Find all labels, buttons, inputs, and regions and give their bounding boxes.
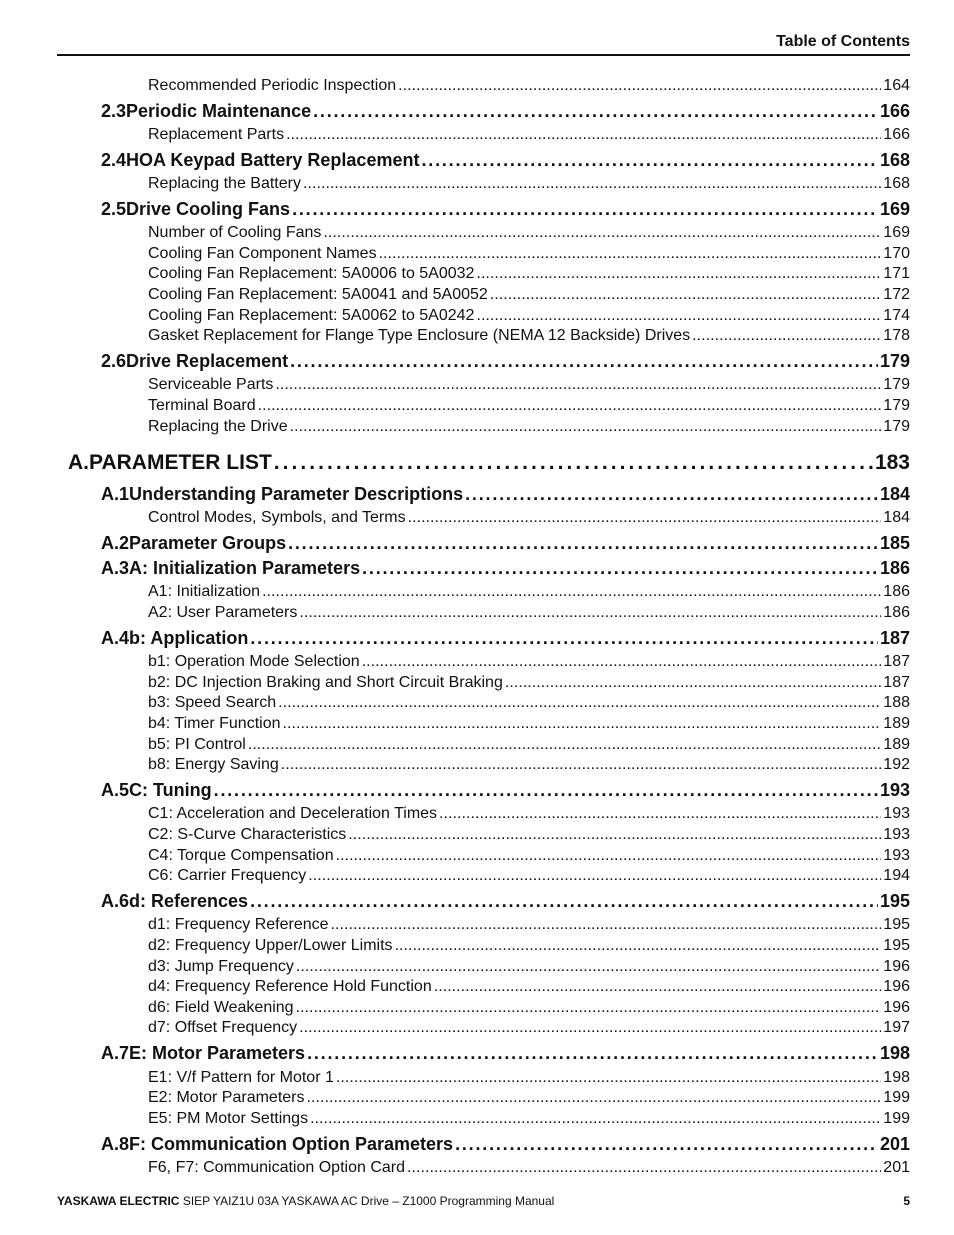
toc-entry-page: 196 — [883, 999, 910, 1016]
toc-entry-page: 189 — [883, 736, 910, 753]
toc-entry-title: Drive Replacement — [126, 351, 289, 371]
toc-entry-title: b8: Energy Saving — [148, 756, 279, 773]
toc-dot-leader — [290, 417, 882, 437]
toc-entry-page: 186 — [879, 558, 910, 578]
toc-entry-title: b1: Operation Mode Selection — [148, 653, 360, 670]
toc-entry-title: F6, F7: Communication Option Card — [148, 1159, 405, 1176]
toc-entry-page: 178 — [883, 327, 910, 344]
toc-entry-sub[interactable] — [148, 417, 910, 437]
toc-entry-page: 193 — [883, 847, 910, 864]
toc-entry-sub[interactable] — [148, 998, 910, 1018]
toc-entry-sub[interactable] — [148, 326, 910, 346]
page-header-title: Table of Contents — [776, 33, 910, 50]
toc-entry-title: Periodic Maintenance — [126, 101, 312, 121]
toc-entry-sub[interactable] — [148, 755, 910, 775]
toc-dot-leader — [476, 264, 881, 284]
toc-entry-page: 187 — [883, 653, 910, 670]
toc-entry-page: 196 — [883, 958, 910, 975]
toc-entry-sec[interactable] — [101, 1042, 910, 1064]
toc-entry-title: Recommended Periodic Inspection — [148, 77, 397, 94]
toc-entry-title: b2: DC Injection Braking and Short Circuit Braking — [148, 674, 503, 691]
toc-entry-page: 168 — [879, 150, 910, 170]
toc-entry-sec[interactable] — [101, 557, 910, 579]
toc-entry-title: d7: Offset Frequency — [148, 1019, 298, 1036]
toc-entry-page: 199 — [883, 1089, 910, 1106]
toc-entry-sub[interactable] — [148, 244, 910, 264]
toc-entry-title: E5: PM Motor Settings — [148, 1110, 309, 1127]
toc-entry-sec[interactable] — [101, 532, 910, 554]
toc-entry-title: b4: Timer Function — [148, 715, 281, 732]
toc-entry-sub[interactable] — [148, 1088, 910, 1108]
toc-dot-leader — [395, 936, 882, 956]
toc-entry-sub[interactable] — [148, 174, 910, 194]
toc-entry-page: 171 — [883, 265, 910, 282]
footer-brand: YASKAWA ELECTRIC — [57, 1194, 180, 1208]
toc-dot-leader — [299, 1018, 881, 1038]
toc-entry-number: A.1 — [101, 484, 130, 504]
toc-entry-page: 186 — [883, 583, 910, 600]
toc-entry-number: A. — [68, 451, 89, 474]
toc-entry-title: d4: Frequency Reference Hold Function — [148, 978, 432, 995]
toc-entry-title: C6: Carrier Frequency — [148, 867, 307, 884]
toc-entry-page: 179 — [883, 397, 910, 414]
toc-entry-title: d3: Jump Frequency — [148, 958, 294, 975]
toc-entry-chap[interactable] — [68, 450, 910, 476]
toc-entry-title: E2: Motor Parameters — [148, 1089, 305, 1106]
toc-entry-page: 195 — [879, 891, 910, 911]
toc-dot-leader — [250, 627, 878, 649]
toc-entry-title: b: Application — [129, 628, 249, 648]
toc-entry-title: d6: Field Weakening — [148, 999, 294, 1016]
toc-entry-sec[interactable] — [101, 1133, 910, 1155]
toc-entry-sub[interactable] — [148, 693, 910, 713]
toc-entry-page: 169 — [879, 199, 910, 219]
toc-entry-title: Number of Cooling Fans — [148, 224, 322, 241]
toc-entry-page: 170 — [883, 245, 910, 262]
toc-entry-title: b3: Speed Search — [148, 694, 277, 711]
toc-dot-leader — [490, 285, 882, 305]
toc-entry-title: Replacement Parts — [148, 126, 285, 143]
toc-dot-leader — [421, 149, 877, 171]
toc-entry-page: 193 — [883, 826, 910, 843]
toc-entry-sub[interactable] — [148, 915, 910, 935]
toc-entry-title: HOA Keypad Battery Replacement — [126, 150, 420, 170]
toc-entry-title: Terminal Board — [148, 397, 256, 414]
toc-entry-title: A1: Initialization — [148, 583, 261, 600]
toc-dot-leader — [476, 306, 881, 326]
toc-entry-page: 184 — [879, 484, 910, 504]
toc-dot-leader — [262, 582, 881, 602]
toc-entry-title: d2: Frequency Upper/Lower Limits — [148, 937, 393, 954]
toc-entry-page: 196 — [883, 978, 910, 995]
toc-entry-page: 188 — [883, 694, 910, 711]
toc-dot-leader — [308, 866, 881, 886]
toc-entry-title: C4: Torque Compensation — [148, 847, 334, 864]
toc-entry-page: 183 — [874, 451, 910, 474]
toc-dot-leader — [398, 76, 881, 96]
toc-dot-leader — [296, 998, 882, 1018]
toc-entry-page: 194 — [883, 867, 910, 884]
toc-entry-sub[interactable] — [148, 375, 910, 395]
toc-entry-number: A.5 — [101, 780, 130, 800]
toc-entry-sub[interactable] — [148, 936, 910, 956]
toc-entry-page: 189 — [883, 715, 910, 732]
toc-entry-sub[interactable] — [148, 396, 910, 416]
toc-entry-title: Cooling Fan Replacement: 5A0006 to 5A0032 — [148, 265, 475, 282]
toc-entry-title: Cooling Fan Component Names — [148, 245, 377, 262]
toc-entry-title: Parameter Groups — [129, 533, 287, 553]
toc-entry-page: 197 — [883, 1019, 910, 1036]
toc-dot-leader — [439, 804, 881, 824]
toc-dot-leader — [362, 652, 882, 672]
toc-dot-leader — [307, 1088, 882, 1108]
toc-entry-page: 184 — [883, 509, 910, 526]
toc-entry-title: b5: PI Control — [148, 736, 246, 753]
toc-dot-leader — [692, 326, 881, 346]
toc-entry-number: A.8 — [101, 1134, 130, 1154]
toc-entry-page: 172 — [883, 286, 910, 303]
toc-entry-number: 2.3 — [101, 101, 127, 121]
toc-dot-leader — [362, 557, 878, 579]
toc-entry-sub[interactable] — [148, 866, 910, 886]
toc-entry-sub[interactable] — [148, 652, 910, 672]
toc-entry-title: A2: User Parameters — [148, 604, 298, 621]
toc-entry-number: 2.5 — [101, 199, 127, 219]
toc-entry-title: C1: Acceleration and Deceleration Times — [148, 805, 438, 822]
toc-entry-title: E1: V/f Pattern for Motor 1 — [148, 1069, 334, 1086]
toc-entry-page: 179 — [883, 418, 910, 435]
toc-entry-title: Cooling Fan Replacement: 5A0062 to 5A0242 — [148, 307, 475, 324]
toc-entry-page: 193 — [883, 805, 910, 822]
toc-entry-page: 166 — [883, 126, 910, 143]
toc-entry-sub[interactable] — [148, 264, 910, 284]
toc-dot-leader — [336, 846, 882, 866]
toc-dot-leader — [286, 125, 881, 145]
toc-dot-leader — [307, 1042, 878, 1064]
toc-entry-sec[interactable] — [101, 483, 910, 505]
toc-dot-leader — [407, 1158, 881, 1178]
toc-dot-leader — [250, 890, 878, 912]
toc-entry-number: A.2 — [101, 533, 130, 553]
toc-entry-sec[interactable] — [101, 627, 910, 649]
toc-entry-title: Replacing the Drive — [148, 418, 288, 435]
toc-dot-leader — [455, 1133, 878, 1155]
toc-dot-leader — [258, 396, 882, 416]
toc-entry-title: C2: S-Curve Characteristics — [148, 826, 347, 843]
toc-dot-leader — [408, 508, 882, 528]
toc-entry-sub[interactable] — [148, 1068, 910, 1088]
toc-entry-page: 198 — [883, 1069, 910, 1086]
toc-entry-sub[interactable] — [148, 714, 910, 734]
toc-dot-leader — [288, 532, 878, 554]
toc-entry-title: Gasket Replacement for Flange Type Enclosure (NEMA 12 Backside) Drives — [148, 327, 691, 344]
toc-entry-title: Drive Cooling Fans — [126, 199, 291, 219]
toc-entry-page: 168 — [883, 175, 910, 192]
toc-dot-leader — [310, 1109, 881, 1129]
toc-dot-leader — [323, 223, 881, 243]
toc-entry-sub[interactable] — [148, 846, 910, 866]
toc-entry-sub[interactable] — [148, 825, 910, 845]
toc-dot-leader — [303, 174, 881, 194]
toc-entry-sec[interactable] — [101, 149, 910, 171]
footer-citation — [57, 1193, 554, 1209]
toc-entry-sub[interactable] — [148, 223, 910, 243]
toc-dot-leader — [348, 825, 881, 845]
toc-dot-leader — [299, 603, 881, 623]
toc-dot-leader — [278, 693, 881, 713]
toc-entry-number: 2.4 — [101, 150, 127, 170]
toc-entry-sub[interactable] — [148, 1158, 910, 1178]
toc-entry-title: F: Communication Option Parameters — [129, 1134, 454, 1154]
toc-dot-leader — [331, 915, 882, 935]
toc-entry-title: Control Modes, Symbols, and Terms — [148, 509, 406, 526]
toc-entry-sub[interactable] — [148, 76, 910, 96]
toc-entry-page: 186 — [883, 604, 910, 621]
toc-entry-sec[interactable] — [101, 198, 910, 220]
toc-entry-sub[interactable] — [148, 1018, 910, 1038]
toc-entry-sub[interactable] — [148, 285, 910, 305]
toc-entry-page: 201 — [883, 1159, 910, 1176]
toc-entry-title: Understanding Parameter Descriptions — [129, 484, 464, 504]
toc-dot-leader — [275, 375, 881, 395]
toc-entry-sub[interactable] — [148, 603, 910, 623]
header-divider — [57, 54, 910, 56]
toc-entry-sec[interactable] — [101, 779, 910, 801]
toc-entry-page: 185 — [879, 533, 910, 553]
toc-dot-leader — [379, 244, 882, 264]
footer-manual-title: SIEP YAIZ1U 03A YASKAWA AC Drive – Z1000 Programming Manual — [182, 1194, 555, 1208]
toc-entry-title: Cooling Fan Replacement: 5A0041 and 5A0052 — [148, 286, 488, 303]
toc-entry-page: 187 — [879, 628, 910, 648]
toc-entry-title: Serviceable Parts — [148, 376, 274, 393]
toc-entry-sec[interactable] — [101, 890, 910, 912]
toc-entry-number: A.4 — [101, 628, 130, 648]
toc-dot-leader — [290, 350, 878, 372]
toc-dot-leader — [248, 735, 881, 755]
toc-entry-sub[interactable] — [148, 1109, 910, 1129]
toc-dot-leader — [283, 714, 882, 734]
toc-entry-sub[interactable] — [148, 957, 910, 977]
toc-dot-leader — [281, 755, 882, 775]
toc-dot-leader — [274, 450, 873, 476]
toc-dot-leader — [465, 483, 878, 505]
toc-entry-sub[interactable] — [148, 306, 910, 326]
toc-entry-sub[interactable] — [148, 735, 910, 755]
toc-entry-title: PARAMETER LIST — [89, 451, 272, 474]
toc-entry-sub[interactable] — [148, 673, 910, 693]
toc-entry-page: 174 — [883, 307, 910, 324]
toc-entry-number: A.6 — [101, 891, 130, 911]
toc-entry-page: 192 — [883, 756, 910, 773]
toc-dot-leader — [434, 977, 882, 997]
toc-entry-number: 2.6 — [101, 351, 127, 371]
toc-dot-leader — [313, 100, 878, 122]
toc-dot-leader — [214, 779, 878, 801]
toc-entry-page: 195 — [883, 937, 910, 954]
toc-dot-leader — [296, 957, 881, 977]
toc-entry-sub[interactable] — [148, 508, 910, 528]
toc-dot-leader — [505, 673, 881, 693]
toc-entry-page: 199 — [883, 1110, 910, 1127]
toc-entry-number: A.3 — [101, 558, 130, 578]
toc-entry-sub[interactable] — [148, 804, 910, 824]
toc-entry-page: 198 — [879, 1043, 910, 1063]
toc-entry-sec[interactable] — [101, 350, 910, 372]
toc-entry-page: 169 — [883, 224, 910, 241]
toc-entry-sub[interactable] — [148, 977, 910, 997]
toc-entry-page: 195 — [883, 916, 910, 933]
toc-entry-page: 187 — [883, 674, 910, 691]
toc-entry-page: 179 — [883, 376, 910, 393]
toc-entry-number: A.7 — [101, 1043, 130, 1063]
toc-entry-title: d1: Frequency Reference — [148, 916, 329, 933]
page-footer — [57, 1193, 910, 1209]
toc-entry-sub[interactable] — [148, 125, 910, 145]
toc-entry-page: 201 — [879, 1134, 910, 1154]
toc-entry-page: 164 — [883, 77, 910, 94]
toc-entry-page: 179 — [879, 351, 910, 371]
toc-entry-sub[interactable] — [148, 582, 910, 602]
toc-entry-title: d: References — [129, 891, 249, 911]
footer-page-number: 5 — [903, 1194, 910, 1208]
toc-dot-leader — [336, 1068, 881, 1088]
toc-entry-title: A: Initialization Parameters — [129, 558, 361, 578]
toc-entry-title: Replacing the Battery — [148, 175, 301, 192]
toc-entry-sec[interactable] — [101, 100, 910, 122]
toc-entry-title: C: Tuning — [129, 780, 212, 800]
toc-entry-page: 166 — [879, 101, 910, 121]
toc-entry-page: 193 — [879, 780, 910, 800]
toc-entry-title: E: Motor Parameters — [129, 1043, 306, 1063]
toc-dot-leader — [292, 198, 878, 220]
